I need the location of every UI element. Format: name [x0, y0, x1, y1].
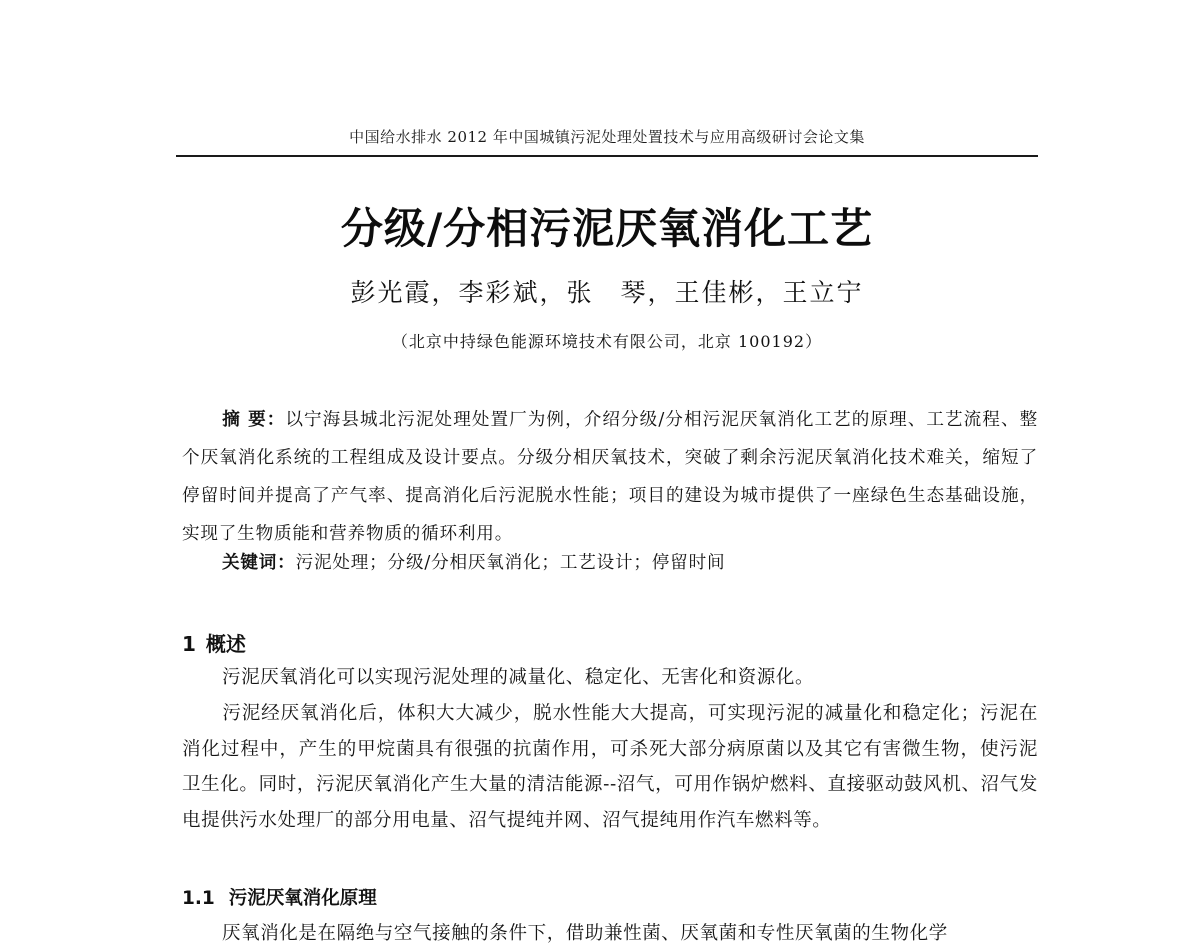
paper-title: 分级/分相污泥厌氧消化工艺: [340, 204, 874, 253]
paragraph-text: 污泥经厌氧消化后，体积大大减少，脱水性能大大提高，可实现污泥的减量化和稳定化；污泥在消化过程中，产生的甲烷菌具有很强的抗菌作用，可杀死大部分病原菌以及其它有害微生物，使污泥卫生化。同时，污泥厌氧消化产生大量的清洁能源--沼气，可用作锅炉燃料、直接驱动鼓风机、沼气发电提供污水处理厂的部分用电量、沼气提纯并网、沼气提纯用作汽车燃料等。: [182, 703, 1038, 831]
abstract: [182, 401, 1038, 553]
abstract-label: 摘 要：: [222, 410, 286, 430]
subsection-number: 1.1: [182, 888, 215, 909]
header-rule: [176, 155, 1038, 157]
section-heading: [182, 628, 246, 657]
section-title: 概述: [205, 632, 246, 656]
paragraph-text: 污泥厌氧消化可以实现污泥处理的减量化、稳定化、无害化和资源化。: [222, 667, 815, 688]
abstract-text: 以宁海县城北污泥处理处置厂为例，介绍分级/分相污泥厌氧消化工艺的原理、工艺流程、整个厌氧消化系统的工程组成及设计要点。分级分相厌氧技术，突破了剩余污泥厌氧消化技术难关，缩短了停留时间并提高了产气率、提高消化后污泥脱水性能；项目的建设为城市提供了一座绿色生态基础设施，实现了生物质能和营养物质的循环利用。: [182, 410, 1038, 544]
paragraph-text: 厌氧消化是在隔绝与空气接触的条件下，借助兼性菌、厌氧菌和专性厌氧菌的生物化学: [222, 923, 948, 944]
body-paragraph: [182, 916, 1038, 952]
subsection-heading: [182, 884, 377, 910]
keywords-text: 污泥处理；分级/分相厌氧消化；工艺设计；停留时间: [295, 553, 726, 573]
keywords: [222, 549, 725, 574]
section-number: 1: [182, 632, 196, 656]
author-list: 彭光霞，李彩斌，张 琴，王佳彬，王立宁: [350, 278, 864, 307]
body-paragraph: [182, 696, 1038, 838]
running-header: 中国给水排水 2012 年中国城镇污泥处理处置技术与应用高级研讨会论文集: [349, 128, 865, 146]
subsection-title: 污泥厌氧消化原理: [228, 888, 377, 909]
affiliation: （北京中持绿色能源环境技术有限公司，北京 100192）: [391, 332, 823, 351]
body-paragraph: [182, 660, 1038, 696]
keywords-label: 关键词：: [222, 553, 296, 573]
